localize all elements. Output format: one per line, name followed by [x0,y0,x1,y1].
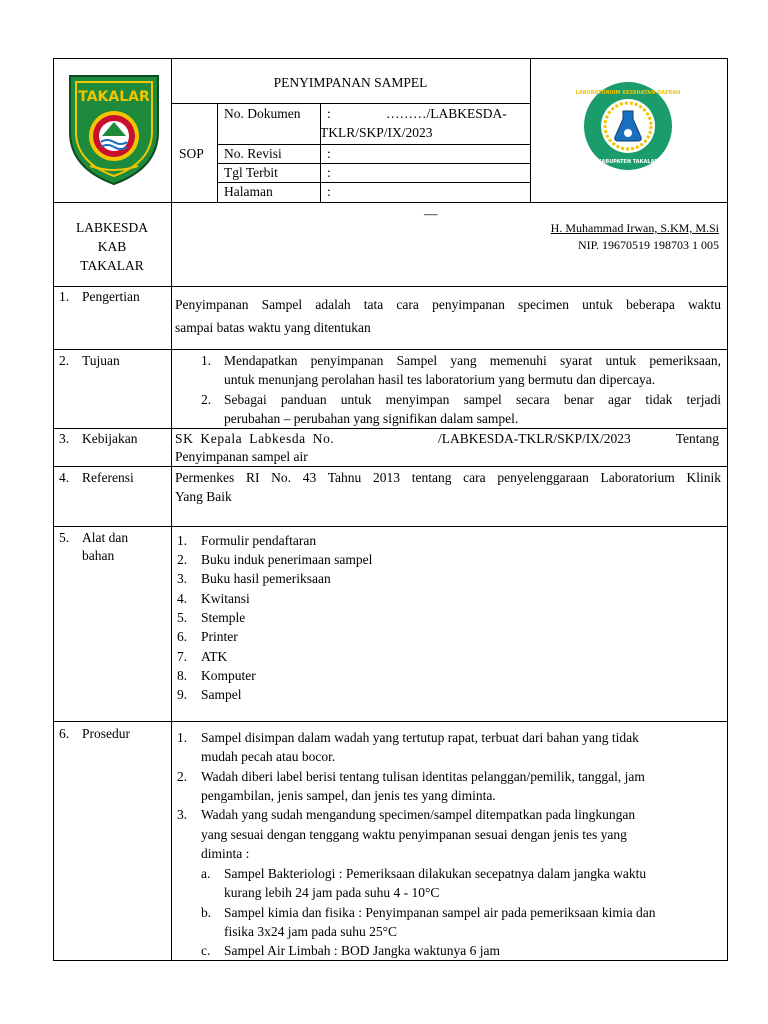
no-dokumen-colon: : [327,106,331,121]
pengertian-text-cont: sampai batas waktu yang ditentukan [175,320,371,335]
tgl-terbit-label: Tgl Terbit [224,165,278,180]
alat-item: Buku hasil pemeriksaan [201,571,331,586]
header-inner-border [320,103,321,203]
takalar-emblem-logo [64,70,164,188]
prosedur-subitem-text-cont: kurang lebih 24 jam pada suhu 4 - 10°C [224,885,440,900]
table-border [171,58,172,961]
sop-label: SOP [179,146,204,161]
org-name-line1: LABKESDA [75,220,148,235]
referensi-text: Permenkes RI No. 43 Tahnu 2013 tentang cara penyelenggaraan Laboratorium Klinik [175,470,721,485]
alat-item: Buku induk penerimaan sampel [201,552,373,567]
pengertian-text: Penyimpanan Sampel adalah tata cara penyimpanan specimen untuk beberapa waktu [175,297,721,312]
prosedur-item-text-cont: yang sesuai dengan tenggang waktu penyimpanan sesuai dengan jenis tes yang [201,827,627,842]
sublist-letter: a. [201,866,211,881]
prosedur-subitem-text: Sampel Bakteriologi : Pemeriksaan dilakukan secepatnya dalam jangka waktu [224,866,647,881]
tujuan-item-text: Sebagai panduan untuk menyimpan sampel secara benar agar tidak terjadi [224,392,721,407]
table-border [53,202,728,203]
alat-item: Sampel [201,687,242,702]
prosedur-subitem-text-cont: fisika 3x24 jam pada suhu 25°C [224,924,398,939]
sublist-letter: b. [201,905,212,920]
section-label-pengertian: Pengertian [82,289,140,304]
labkesda-logo [575,81,681,171]
prosedur-item-text: Wadah yang sudah mengandung specimen/sampel ditempatkan pada lingkungan [201,807,636,822]
list-item-number: 4. [177,591,188,606]
prosedur-item-text-cont: pengambilan, jenis sampel, dan jenis tes yang diminta. [201,788,496,803]
tujuan-item-text-cont: perubahan – perubahan yang signifikan dalam sampel. [224,411,519,426]
table-border [53,960,728,961]
list-item-number: 2. [177,552,188,567]
no-revisi-label: No. Revisi [224,146,282,161]
alat-item: Formulir pendaftaran [201,533,317,548]
list-item-number: 6. [177,629,188,644]
alat-item: Stemple [201,610,246,625]
prosedur-item-text: Wadah diberi label berisi tentang tulisan identitas pelanggan/pemilik, tanggal, jam [201,769,645,784]
table-border [53,58,728,59]
table-border [53,721,728,722]
header-inner-border [217,103,218,203]
halaman-label: Halaman [224,184,273,199]
header-inner-border [530,58,531,203]
tujuan-item-text: Mendapatkan penyimpanan Sampel yang memenuhi syarat untuk pemeriksaan, [224,353,721,368]
prosedur-item-text-cont: diminta : [201,846,250,861]
table-border [727,58,728,961]
list-item-number: 8. [177,668,188,683]
list-item-number: 2. [177,769,188,784]
section-label-prosedur: Prosedur [82,726,130,741]
no-dokumen-label: No. Dokumen [224,106,301,121]
list-item-number: 1. [177,730,188,745]
prosedur-subitem-text: Sampel Air Limbah : BOD Jangka waktunya 6 jam [224,943,500,958]
alat-item: Printer [201,629,238,644]
section-number: 5. [59,530,70,545]
section-number: 2. [59,353,70,368]
section-label-kebijakan: Kebijakan [82,431,138,446]
no-revisi-colon: : [327,146,331,161]
referensi-text-cont: Yang Baik [175,489,232,504]
tujuan-item-text-cont: untuk menunjang perolahan hasil tes laboratorium yang bermutu dan dipercaya. [224,372,656,387]
section-label-tujuan: Tujuan [82,353,120,368]
section-label-alat: Alat dan [82,530,129,545]
halaman-colon: : [327,184,331,199]
signature-mark: — [424,206,438,221]
prosedur-item-text: Sampel disimpan dalam wadah yang tertutup rapat, terbuat dari bahan yang tidak [201,730,639,745]
table-border [53,58,54,961]
list-item-number: 7. [177,649,188,664]
kebijakan-text-c: Tentang [675,431,719,446]
kebijakan-text-a: SK Kepala Labkesda No. [175,431,335,446]
no-dokumen-value: ………/LABKESDA- [386,106,507,121]
list-item-number: 3. [177,571,188,586]
signatory-name: H. Muhammad Irwan, S.KM, M.Si [550,221,719,235]
logo-text: TAKALAR [78,89,150,105]
list-item-number: 1. [201,353,212,368]
logo-top-text: LABORATORIUM KESEHATAN DAERAH [575,90,681,96]
section-label-alat-cont: bahan [82,548,115,563]
list-item-number: 5. [177,610,188,625]
no-dokumen-value-cont: TKLR/SKP/IX/2023 [320,125,433,140]
prosedur-subitem-text: Sampel kimia dan fisika : Penyimpanan sampel air pada pemeriksaan kimia dan [224,905,656,920]
list-item-number: 3. [177,807,188,822]
document-title: PENYIMPANAN SAMPEL [273,75,428,90]
list-item-number: 1. [177,533,188,548]
sublist-letter: c. [201,943,211,958]
alat-item: ATK [201,649,228,664]
prosedur-item-text-cont: mudah pecah atau bocor. [201,749,336,764]
table-border [53,286,728,287]
list-item-number: 2. [201,392,212,407]
table-border [53,526,728,527]
kebijakan-text-b: /LABKESDA-TKLR/SKP/IX/2023 [438,431,631,446]
tgl-terbit-colon: : [327,165,331,180]
section-number: 6. [59,726,70,741]
alat-item: Kwitansi [201,591,250,606]
org-name-line3: TAKALAR [80,258,144,273]
org-name-line2: KAB [97,239,127,254]
section-label-referensi: Referensi [82,470,134,485]
alat-item: Komputer [201,668,256,683]
table-border [53,349,728,350]
section-number: 3. [59,431,70,446]
list-item-number: 9. [177,687,188,702]
logo-bottom-text: KABUPATEN TAKALAR [597,159,659,165]
section-number: 4. [59,470,70,485]
table-border [53,466,728,467]
kebijakan-text-cont: Penyimpanan sampel air [175,449,308,464]
signatory-nip: NIP. 19670519 198703 1 005 [577,238,719,252]
section-number: 1. [59,289,70,304]
